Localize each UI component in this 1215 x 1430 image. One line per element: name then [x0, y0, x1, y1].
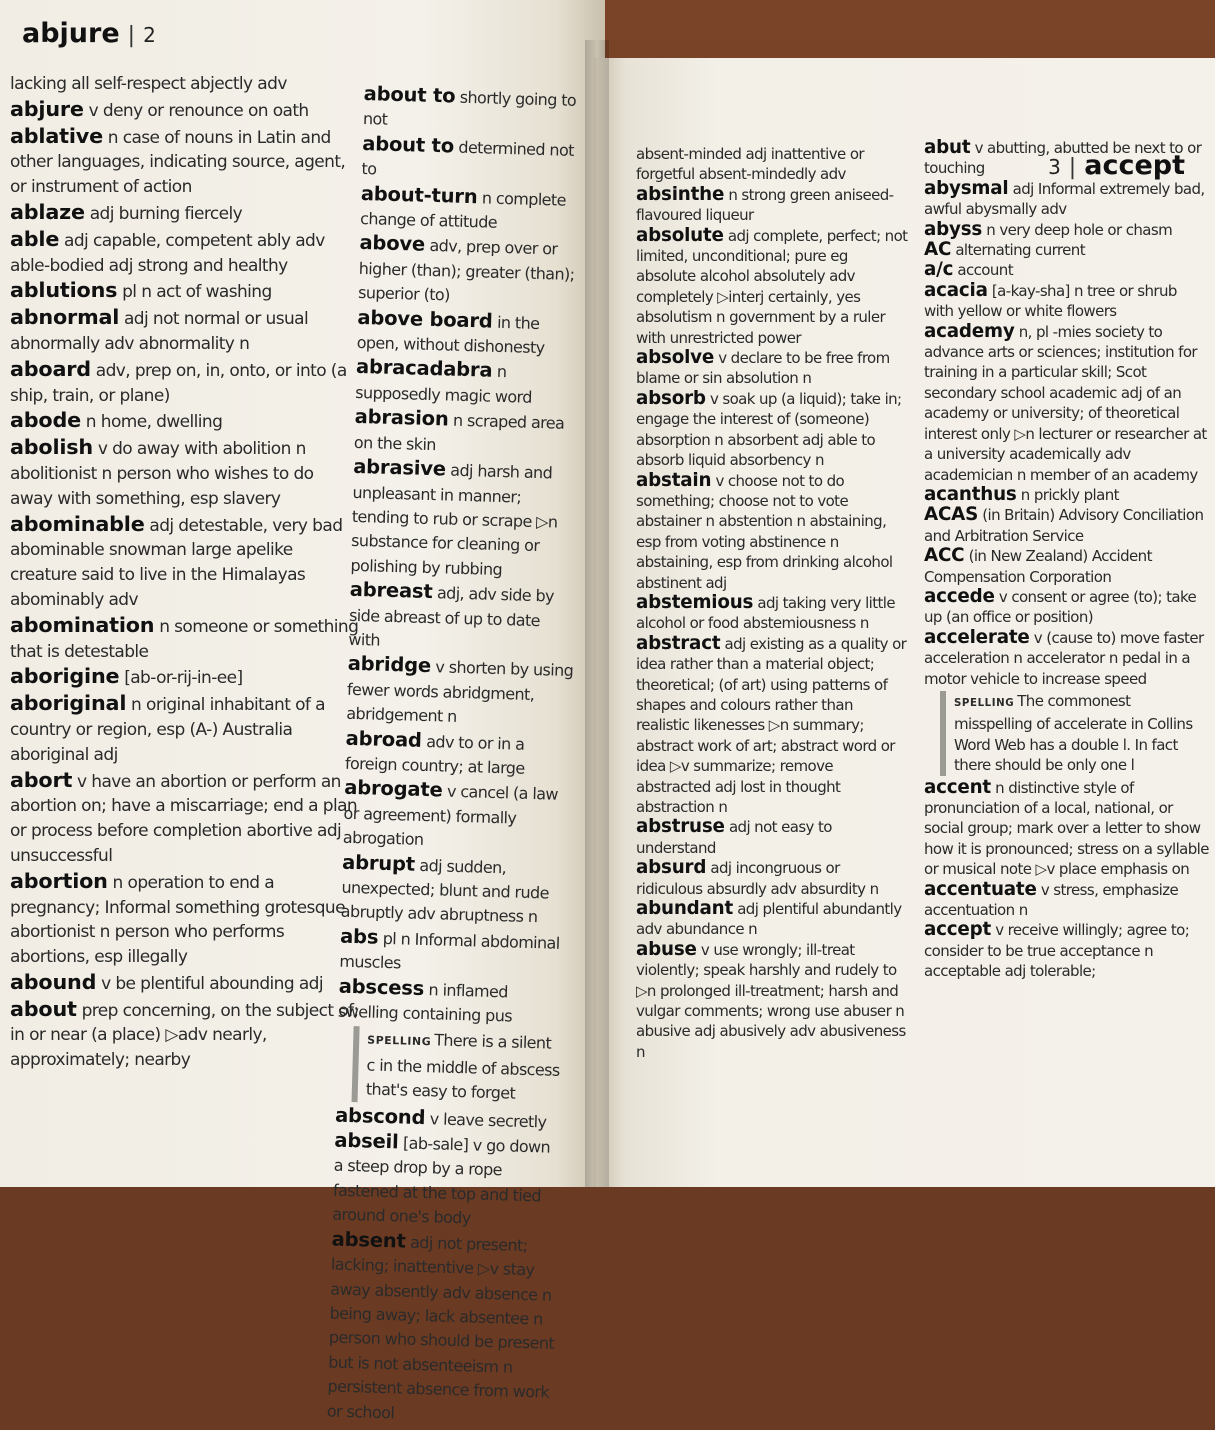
dictionary-entry: [10, 613, 360, 665]
entry-headword: abyss: [924, 218, 983, 240]
dictionary-entry: [924, 880, 1210, 921]
dictionary-entry: [343, 776, 571, 857]
right-page: [594, 58, 1215, 1187]
entry-definition: adj plentiful abundantly adv abundance n: [636, 900, 902, 939]
entry-headword: aboard: [10, 356, 91, 381]
dictionary-entry: [924, 587, 1210, 628]
dictionary-entry: [924, 485, 1210, 505]
entry-definition: adv to or in a foreign country; at large: [344, 731, 525, 778]
entry-definition: v cancel (a law or agreement) formally abrogation: [342, 781, 559, 850]
dictionary-entry: [363, 82, 590, 138]
entry-headword: abolish: [10, 435, 93, 460]
entry-definition: pl n act of washing: [122, 282, 272, 303]
dictionary-entry: [924, 920, 1210, 981]
entry-headword: abseil: [334, 1128, 399, 1154]
entry-headword: abundant: [636, 898, 734, 920]
dictionary-entry: [10, 72, 360, 97]
entry-headword: absurd: [636, 857, 707, 879]
entry-headword: abracadabra: [355, 355, 493, 383]
left-column-1: [10, 72, 360, 1073]
dictionary-entry: [10, 768, 360, 869]
entry-headword: abominable: [10, 511, 145, 536]
dictionary-entry: [10, 200, 360, 227]
entry-headword: abound: [10, 969, 97, 994]
entry-definition: [ab-or-rij-in-ee]: [124, 668, 243, 689]
dictionary-entry: [636, 817, 908, 858]
head-separator: |: [127, 23, 136, 48]
left-page-number: 2: [143, 23, 156, 47]
entry-definition: adj not present; lacking; inattentive ▷v stay away absently adv absence n being away; lack absentee n person who should be present but is not absenteeism n persistent absence from work or school: [326, 1232, 555, 1422]
entry-definition: shortly going to not: [362, 87, 577, 130]
entry-definition: v declare to be free from blame or sin absolution n: [636, 349, 890, 388]
entry-definition: adv, prep over or higher (than); greater (than); superior (to): [357, 236, 575, 305]
entry-headword: AC: [924, 239, 952, 261]
dictionary-entry: [10, 869, 360, 970]
entry-definition: v (cause to) move faster acceleration n accelerator n pedal in a motor vehicle to increase speed: [924, 628, 1204, 688]
entry-headword: abstain: [636, 469, 712, 491]
entry-headword: ablative: [10, 123, 103, 148]
entry-headword: abrasion: [354, 405, 449, 431]
dictionary-entry: [355, 355, 582, 411]
dictionary-entry: [339, 924, 566, 980]
entry-headword: about to: [361, 131, 455, 158]
entry-definition: n distinctive style of pronunciation of a local, national, or social group; mark over a letter to show how it is pronounced; stress on a syllable or musical note ▷v place emphasis on: [924, 778, 1209, 879]
entry-definition: n complete change of attitude: [359, 187, 567, 232]
left-running-head: [22, 18, 156, 49]
entry-definition: adj taking very little alcohol or food abstemiousness n: [636, 593, 895, 633]
entry-headword: ablutions: [10, 278, 118, 303]
entry-definition: n strong green aniseed-flavoured liqueur: [636, 185, 894, 225]
entry-definition: adj not normal or usual abnormally adv abnormality n: [10, 309, 309, 354]
left-column-2: [327, 82, 590, 1430]
entry-headword: abut: [924, 137, 971, 158]
dictionary-entry: [636, 389, 908, 471]
dictionary-entry: [348, 578, 576, 659]
entry-headword: abysmal: [924, 177, 1009, 199]
dictionary-entry: [924, 778, 1210, 880]
dictionary-entry: [924, 138, 1210, 179]
dictionary-entry: [636, 185, 908, 226]
dictionary-entry: [10, 664, 360, 691]
entry-definition: v leave secretly: [429, 1108, 547, 1132]
entry-headword: ACAS: [924, 504, 979, 526]
entry-headword: abortion: [10, 868, 108, 893]
entry-headword: absorb: [636, 387, 706, 409]
entry-headword: aborigine: [10, 664, 120, 689]
entry-headword: abomination: [10, 612, 155, 637]
entry-definition: adv, prep on, in, onto, or into (a ship, train, or plane): [10, 360, 347, 406]
dictionary-entry: [356, 306, 583, 362]
entry-definition: absent-minded adj inattentive or forgetful absent-mindedly adv: [636, 145, 864, 184]
dictionary-entry: [10, 124, 360, 200]
dictionary-entry: [345, 726, 572, 782]
entry-definition: v soak up (a liquid); take in; engage the interest of (someone) absorption n absorbent adj able to absorb liquid absorbency n: [636, 389, 902, 470]
dictionary-entry: [10, 997, 360, 1073]
entry-definition: adj Informal extremely bad, awful abysmally adv: [924, 179, 1205, 219]
dictionary-entry: [10, 408, 360, 435]
entry-headword: about-turn: [360, 181, 478, 208]
dictionary-entry: [346, 652, 574, 733]
dictionary-entry: [636, 471, 908, 593]
entry-headword: abrogate: [343, 776, 443, 802]
dictionary-entry: [636, 348, 908, 389]
left-page: [0, 0, 605, 1422]
entry-headword: abscess: [338, 974, 425, 1000]
dictionary-entry: [10, 305, 360, 357]
dictionary-entry: [924, 322, 1210, 485]
dictionary-entry: [636, 144, 908, 185]
dictionary-entry: [636, 593, 908, 634]
dictionary-entry: [924, 220, 1210, 240]
entry-definition: v have an abortion or perform an abortion on; have a miscarriage; end a plan or process before completion abortive adj unsuccessful: [10, 771, 358, 866]
entry-definition: v receive willingly; agree to; consider to be true acceptance n acceptable adj tolerable;: [924, 921, 1190, 981]
entry-definition: v use wrongly; ill-treat violently; speak harshly and rudely to ▷n prolonged ill-treatment; harsh and vulgar comments; wrong use abuser n abusive adj abusively adv abusiveness n: [636, 940, 906, 1061]
entry-definition: adj incongruous or ridiculous absurdly adv absurdity n: [636, 859, 879, 898]
book-gutter: [585, 40, 609, 1187]
entry-headword: abstruse: [636, 816, 725, 838]
entry-headword: accept: [924, 919, 992, 941]
entry-headword: abuse: [636, 938, 697, 960]
entry-definition: n, pl -mies society to advance arts or sciences; institution for training in a particular skill; Scot secondary school academic adj of an academy or university; of theoretical interest only ▷n lecturer or researcher at a university academically adv academician n member of an academy: [924, 322, 1207, 484]
entry-headword: abscond: [334, 1103, 426, 1129]
spelling-note-text: There is a silent c in the middle of abscess that's easy to forget: [365, 1030, 560, 1103]
entry-definition: (in Britain) Advisory Conciliation and Arbitration Service: [924, 506, 1204, 545]
entry-headword: above: [359, 231, 426, 257]
entry-definition: n scraped area on the skin: [353, 410, 565, 454]
entry-headword: absolve: [636, 347, 715, 369]
entry-headword: about: [10, 996, 77, 1021]
entry-definition: v stress, emphasize accentuation n: [924, 880, 1179, 920]
entry-definition: adj harsh and unpleasant in manner; tending to rub or scrape ▷n substance for cleaning or polishing by rubbing: [350, 460, 558, 579]
entry-headword: academy: [924, 320, 1015, 342]
dictionary-entry: [350, 455, 579, 584]
entry-definition: n home, dwelling: [85, 412, 223, 433]
entry-headword: abnormal: [10, 305, 120, 330]
entry-headword: abs: [339, 924, 379, 949]
entry-definition: in the open, without dishonesty: [356, 312, 545, 358]
entry-definition: determined not to: [361, 137, 575, 179]
entry-headword: abstemious: [636, 591, 754, 613]
entry-definition: adj complete, perfect; not limited, unconditional; pure eg absolute alcohol absolutely adv completely ▷interj certainly, yes absolutism n government by a ruler with unrestricted power: [636, 226, 908, 347]
entry-definition: (in New Zealand) Accident Compensation Corporation: [924, 547, 1152, 586]
spelling-note-label: SPELLING: [367, 1033, 432, 1049]
entry-definition: v deny or renounce on oath: [88, 100, 309, 121]
right-headword: accept: [1084, 150, 1185, 181]
entry-definition: n case of nouns in Latin and other languages, indicating source, agent, or instrument of action: [10, 127, 346, 198]
dictionary-entry: [10, 691, 360, 767]
entry-headword: accede: [924, 585, 995, 607]
entry-headword: acanthus: [924, 483, 1017, 505]
entry-definition: adj capable, competent ably adv able-bodied adj strong and healthy: [10, 230, 325, 276]
dictionary-entry: [924, 179, 1210, 220]
spelling-note-text: The commonest misspelling of accelerate in Collins Word Web has a double l. In fact there should be only one l: [954, 691, 1193, 775]
entry-headword: abort: [10, 767, 73, 792]
dictionary-entry: [10, 435, 360, 511]
dictionary-entry: [924, 546, 1210, 587]
entry-definition: v be plentiful abounding adj: [101, 973, 323, 994]
entry-definition: account: [957, 261, 1013, 280]
entry-definition: lacking all self-respect abjectly adv: [10, 74, 287, 94]
entry-definition: adj sudden, unexpected; blunt and rude abruptly adv abruptness n: [340, 855, 550, 927]
dictionary-entry: [924, 505, 1210, 546]
dictionary-entry: [338, 974, 565, 1030]
entry-definition: adj burning fiercely: [89, 203, 243, 224]
entry-headword: absolute: [636, 224, 724, 246]
entry-definition: n original inhabitant of a country or region, esp (A-) Australia aboriginal adj: [10, 695, 325, 765]
dictionary-entry: [354, 405, 581, 461]
entry-headword: abjure: [10, 96, 84, 121]
entry-definition: n prickly plant: [1020, 485, 1119, 504]
right-page-number: 3: [1048, 155, 1061, 179]
dictionary-entry: [10, 97, 360, 124]
entry-headword: above board: [357, 305, 493, 333]
dictionary-entry: [636, 226, 908, 348]
entry-definition: n operation to end a pregnancy; Informal something grotesque abortionist n person who performs abortions, esp illegally: [10, 872, 345, 968]
dictionary-entry: [360, 182, 587, 238]
dictionary-entry: [361, 132, 588, 188]
right-column-1: [636, 144, 908, 1062]
entry-headword: accentuate: [924, 878, 1037, 900]
entry-headword: about to: [363, 82, 456, 108]
entry-headword: ACC: [924, 545, 965, 567]
entry-headword: abridge: [347, 652, 432, 678]
entry-definition: v shorten by using fewer words abridgment, abridgement n: [346, 657, 574, 726]
dictionary-entry: [636, 899, 908, 940]
entry-headword: aboriginal: [10, 691, 127, 716]
entry-definition: prep concerning, on the subject of; in or near (a place) ▷adv nearly, approximately; nearby: [10, 1000, 359, 1071]
dictionary-entry: [10, 278, 360, 305]
entry-definition: n supposedly magic word: [355, 362, 533, 407]
entry-definition: [ab-sale] v go down a steep drop by a rope fastened at the top and tied around one's body: [332, 1133, 551, 1228]
dictionary-entry: [924, 240, 1210, 260]
right-column-2: [924, 138, 1210, 982]
entry-definition: v abutting, abutted be next to or touching: [924, 139, 1202, 178]
dictionary-entry: [924, 628, 1210, 689]
entry-headword: accelerate: [924, 626, 1030, 648]
entry-headword: abroad: [345, 726, 423, 752]
dictionary-entry: [636, 940, 908, 1062]
entry-definition: adj detestable, very bad abominable snowman large apelike creature said to live in the Himalayas abominably adv: [10, 515, 343, 610]
spelling-note: [352, 1027, 564, 1108]
dictionary-entry: [636, 634, 908, 818]
dictionary-entry: [327, 1227, 558, 1429]
dictionary-entry: [358, 231, 586, 312]
entry-headword: absent: [331, 1227, 406, 1253]
dictionary-entry: [10, 227, 360, 279]
entry-definition: [a-kay-sha] n tree or shrub with yellow or white flowers: [924, 281, 1177, 321]
entry-definition: pl n Informal abdominal muscles: [339, 928, 560, 973]
entry-definition: n inflamed swelling containing pus: [337, 979, 513, 1026]
entry-headword: abreast: [349, 577, 433, 604]
entry-headword: abstract: [636, 632, 721, 654]
entry-headword: abode: [10, 408, 81, 433]
entry-headword: ablaze: [10, 199, 85, 224]
entry-definition: adj, adv side by side abreast of up to date with: [348, 583, 555, 650]
entry-definition: v consent or agree (to); take up (an office or position): [924, 587, 1197, 627]
entry-definition: adj not easy to understand: [636, 818, 832, 857]
entry-definition: alternating current: [955, 241, 1085, 260]
entry-headword: acacia: [924, 279, 988, 301]
dictionary-entry: [10, 512, 360, 613]
entry-definition: adj existing as a quality or idea rather than a material object; theoretical; (of art) using patterns of shapes and colours rather than realistic likenesses ▷n summary; abstract work of art; abstract word or idea ▷v summarize; remove abstracted adj lost in thought abstraction n: [636, 634, 907, 816]
entry-definition: v choose not to do something; choose not to vote abstainer n abstention n abstaining, esp from voting abstinence n abstaining, esp from drinking alcohol abstinent adj: [636, 471, 893, 592]
dictionary-entry: [924, 281, 1210, 322]
dictionary-entry: [10, 970, 360, 997]
head-separator: |: [1068, 155, 1077, 180]
entry-headword: absinthe: [636, 183, 725, 205]
spelling-note: [940, 691, 1210, 776]
entry-definition: v do away with abolition n abolitionist n person who wishes to do away with something, esp slavery: [10, 439, 314, 509]
entry-definition: n very deep hole or chasm: [986, 220, 1173, 239]
dictionary-entry: [924, 260, 1210, 280]
dictionary-entry: [332, 1129, 561, 1234]
entry-headword: abrupt: [341, 850, 416, 876]
entry-definition: n someone or something that is detestable: [10, 616, 359, 662]
dictionary-entry: [636, 858, 908, 899]
entry-headword: able: [10, 226, 60, 251]
entry-headword: abrasive: [352, 454, 447, 481]
spelling-note-label: SPELLING: [954, 697, 1015, 709]
entry-headword: a/c: [924, 259, 954, 281]
dictionary-entry: [10, 357, 360, 409]
dictionary-entry: [340, 850, 568, 931]
left-headword: abjure: [22, 18, 120, 49]
entry-headword: accent: [924, 776, 991, 798]
